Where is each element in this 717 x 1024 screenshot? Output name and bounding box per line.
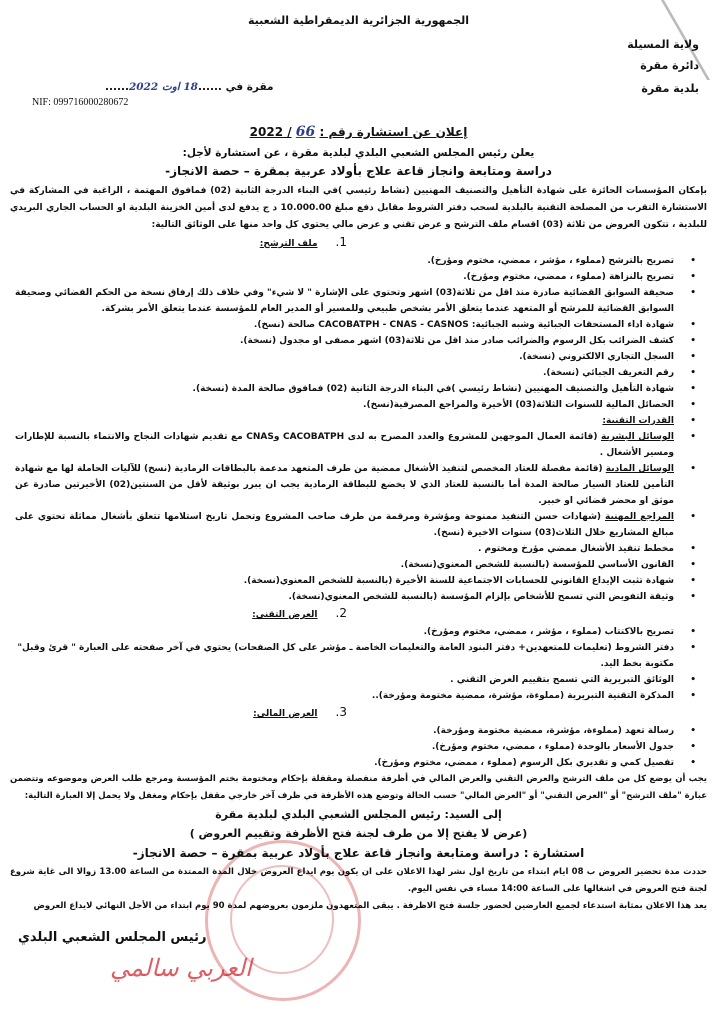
section-title: ملف الترشح:	[259, 239, 318, 249]
daira: دائرة مقرة	[640, 59, 699, 72]
section-1-list	[10, 253, 707, 605]
section-number: 3.	[335, 705, 347, 719]
title-prefix: إعلان عن استشارة رقم :	[319, 125, 468, 139]
section-1-heading	[10, 234, 707, 253]
list-item: • وثيقة التفويض التي تسمح للأشخاص بإلزام المؤسسة (بالنسبة للشخص المعنوي(نسخة).	[10, 589, 674, 605]
signature-title: رئيس المجلس الشعبي البلدي	[18, 930, 207, 945]
list-item: • رسالة تعهد (مملوءة، مؤشرة، ممضية مختومة ومؤرخة).	[10, 723, 674, 739]
list-item: • الوثائق التبريرية التي تسمح بتقييم العرض التقني .	[10, 672, 674, 688]
announcement-number: 66	[295, 124, 316, 140]
section-3-list	[10, 723, 707, 771]
section-number: 2.	[335, 606, 347, 620]
section-title: العرض التقني:	[252, 610, 318, 620]
addressee: إلى السيد: رئيس المجلس الشعبي البلدي لبلدية مقرة	[215, 808, 502, 821]
list-item	[10, 461, 674, 509]
list-item: • شهادة تثبت الإيداع القانوني للحسابات الاجتماعية للسنة الأخيرة (بالنسبة للشخص المعنوي(نسخة).	[10, 573, 674, 589]
list-item: • المذكرة التقنية التبريرية (مملوءة، مؤشرة، ممضية مختومة ومؤرخة)..	[10, 688, 674, 704]
deadline-paragraph: حددت مدة تحضير العروض ب 08 ايام ابتداء من تاريخ اول نشر لهذا الاعلان على ان يكون يوم ايداع العروض خلال المدة الممتدة من الساعة 13.00 زوالا الى غاية شروع لجنة فتح العروض في اشغالها على الساعة 14:00 مساء في نفس اليوم.	[10, 867, 708, 894]
list-item: • جدول الأسعار بالوحدة (مملوء ، ممضي، مختوم ومؤرخ).	[10, 739, 674, 755]
handwritten-date: 18 اوت 2022	[128, 81, 198, 93]
date-prefix: مقرة في ......	[197, 81, 274, 93]
item-label: المراجع المهنية	[604, 512, 674, 522]
announcement-year: / 2022	[249, 125, 292, 139]
document-body	[10, 183, 707, 983]
list-item: • تصريح بالنزاهة (مملوء ، ممضي، مختوم ومؤرخ).	[10, 269, 674, 285]
list-item: • كشف الضرائب بكل الرسوم والضرائب صادر منذ اقل من ثلاثة(03) اشهر مصفى او مجدول (نسخة).	[10, 333, 674, 349]
list-item	[10, 413, 674, 429]
validity-paragraph: يعد هذا الاعلان بمثابة استدعاء لجميع العارضين لحضور جلسة فتح الاظرفة . يبقى المتعهدون ملزمون بعروضهم لمدة 90 يوم ابتداء من الأجل النهائي لايداع العروض	[33, 901, 707, 911]
announcement-subject: دراسة ومتابعة وانجاز قاعة علاج بأولاد عربية بمقرة – حصة الانجاز-	[165, 164, 552, 178]
list-item: • رقم التعريف الجبائي (نسخة).	[10, 365, 674, 381]
list-item: • السجل التجاري الالكتروني (نسخة).	[10, 349, 674, 365]
list-item	[10, 429, 674, 461]
section-number: 1.	[335, 235, 347, 249]
item-text: (شهادات حسن التنفيذ ممنوحة ومؤشرة ومرقمة من طرف صاحب المشروع وتحمل تاريخ استلامها تتعلق بأشغال مماثلة تحتوي على مبالغ المشاريع خلال الثلاث(03) سنوات الاخيرة (نسخ).	[15, 512, 674, 538]
list-item: • صحيفة السوابق القضائية صادرة منذ اقل من ثلاثة(03) اشهر وتحتوي على الإشارة " لا شيء" وفي خلاف ذلك إرفاق نسخة من الحكم القضائي وصحيفة السوابق القضائية للمرشح أو المتعهد عندما يتعلق الأمر بشخص طبيعي وللمسير أو المدير العام للمؤسسة عندما يتعلق الأمر بشركة.	[10, 285, 674, 317]
item-text: (قائمة العمال الموجهين للمشروع والعدد المصرح به لدى CACOBATPH وCNAS مع تقديم شهادات النجاح والانتماء بالنسبة للإطارات ومسير الأشغال .	[15, 432, 674, 458]
section-title: العرض المالي:	[253, 709, 318, 719]
list-item: • تفصيل كمي و تقديري بكل الرسوم (مملوء ، ممضي، مختوم ومؤرخ).	[10, 755, 674, 771]
section-3-heading	[10, 704, 707, 723]
list-item: • شهادة التأهيل والتصنيف المهنيين (نشاط رئيسي )في البناء الدرجة الثانية (02) فمافوق صالحة المدة (نسخة).	[10, 381, 674, 397]
envelope-notice: (عرض لا يفتح إلا من طرف لجنة فتح الأظرفة وتقييم العروض )	[189, 827, 528, 840]
item-text: (قائمة مفصلة للعتاد المخصص لتنفيذ الأشغال ممضية من طرف المتعهد مدعمة بالبطاقات الرمادية (نسخ) للآليات الحاملة لها مع شهادة التأمين للعتاد السيار صالحة المدة أما بالنسبة للعتاد الذي لا يخضع للبطاقة الرمادية يجب ان يبرر بوثيقة لأقل من السنتين(02) الأخيرتين صادرة عن موثق او محضر قضائي او خبير.	[15, 464, 674, 506]
signature-name: العربي سالمي	[110, 954, 252, 982]
republic-header: الجمهورية الجزائرية الديمقراطية الشعبية	[248, 14, 469, 27]
section-2-list	[10, 624, 707, 704]
technical-heading: القدرات التقنية:	[602, 416, 674, 426]
list-item: • شهادة اداء المستحقات الجبائية وشبه الجبائية: CACOBATPH - CNAS - CASNOS صالحة (نسخ).	[10, 317, 674, 333]
announcement-line2: يعلن رئيس المجلس الشعبي البلدي لبلدية مقرة ، عن استشارة لأجل:	[182, 147, 535, 159]
commune: بلدية مقرة	[641, 82, 699, 95]
list-item: • تصريح بالاكتتاب (مملوء ، مؤشر ، ممضي، مختوم ومؤرخ).	[10, 624, 674, 640]
list-item: • مخطط تنفيذ الأشغال ممضي مؤرخ ومختوم .	[10, 541, 674, 557]
consultation-subject: استشارة : دراسة ومتابعة وانجاز قاعة علاج بأولاد عربية بمقرة – حصة الانجاز-	[132, 846, 585, 860]
item-label: الوسائل المادية	[605, 464, 674, 474]
list-item: • القانون الأساسي للمؤسسة (بالنسبة للشخص المعنوي(نسخة).	[10, 557, 674, 573]
announcement-title	[0, 122, 717, 142]
item-label: الوسائل البشرية	[600, 432, 674, 442]
nif: NIF: 099716000280672	[32, 97, 129, 108]
list-item: • دفتر الشروط (تعليمات للمتعهدين+ دفتر البنود العامة والتعليمات الخاصة ـ مؤشر على كل الصفحات) يحتوي في آخر صفحته على العبارة " قرئ وقبل" مكتوبة بخط اليد.	[10, 640, 674, 672]
list-item: • تصريح بالترشح (مملوء ، مؤشر ، ممضي، مختوم ومؤرخ).	[10, 253, 674, 269]
intro-paragraph: بإمكان المؤسسات الحائزة على شهادة التأهيل والتصنيف المهنيين (نشاط رئيسي )في البناء الدرجة الثانية (02) فمافوق المهتمة ، الراغبة في المشاركة في الاستشارة التقرب من المصلحة التقنية بالبلدية لسحب دفتر الشروط مقابل دفع مبلغ 10.000.00 د ج يدفع لدى أمين الخزينة البلدية او الحساب الجاري البريدي للبلدية ، تتكون العروض من ثلاثة (03) اقسام ملف الترشح و عرض تقني و عرض مالي يحتوي كل واحد منها على الوثائق التالية:	[10, 186, 707, 230]
envelope-paragraph: يجب أن يوضع كل من ملف الترشح والعرض التقني والعرض المالي في أظرفة منفصلة ومقفلة بإحكام ومختومة بختم المؤسسة ومرجع طلب العرض وموضوعه وتتضمن عبارة "ملف الترشح" أو "العرض التقني" أو "العرض المالي" حسب الحالة وتوضع هذه الأظرفة في ظرف آخر خارجي مقفل بإحكام ومغفل ولا يحمل إلا العبارة التالية:	[10, 774, 707, 801]
list-item: • الحصائل المالية للسنوات الثلاثة(03) الأخيرة والمراجع المصرفية(نسخ).	[10, 397, 674, 413]
date-suffix: ......	[105, 81, 129, 93]
wilaya: ولاية المسيلة	[627, 38, 699, 51]
date-line	[105, 80, 274, 94]
list-item	[10, 509, 674, 541]
section-2-heading	[10, 605, 707, 624]
